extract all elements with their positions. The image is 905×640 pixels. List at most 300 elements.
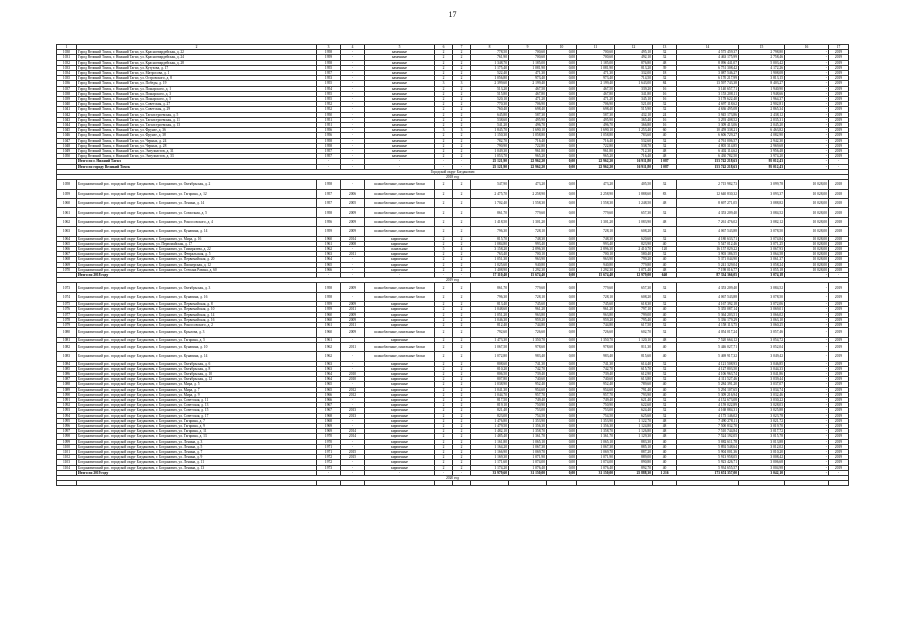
table-cell: кирпичные [365,403,435,408]
table-cell: 700,60 [509,55,547,60]
table-cell: 1040 [57,102,77,107]
table-cell: 153 742 218,63 [677,159,739,164]
table-cell: 792,60 [471,328,509,337]
table-cell: 5 309 216,94 [677,392,739,397]
table-cell: 2 035,31 [739,117,785,122]
table-cell: 2 [435,444,453,449]
table-cell: 496,70 [577,123,615,128]
table-cell: 1 169,30 [471,455,509,460]
table-cell: 823,90 [615,241,653,246]
table-cell: 2011 [341,323,365,328]
table-cell: 2 [453,328,471,337]
table-cell: 31 150,00 [577,470,615,475]
table-cell: кирпичные [365,382,435,387]
column-number: 17 [829,45,849,50]
group-heading: Городской округ Богданович [57,169,849,174]
table-cell: 48 [653,424,677,429]
table-cell: 4 180 633,71 [677,236,739,241]
table-cell: Богдановичский рос. городской округ Богданович, г. Богданович, ул. Ленина, д. 7 [77,450,317,455]
table-cell: 3 178 622,40 [677,97,739,102]
table-cell: 1104 [57,465,77,470]
table-cell: 1 356,30 [577,424,615,429]
table-cell: 2 [453,450,471,455]
table-cell: - [785,450,829,455]
table-cell: 7 261 476,02 [677,217,739,226]
table-cell: 2019 [829,149,849,154]
table-cell: 95 012,43 [739,159,785,164]
table-cell: 961,20 [577,307,615,312]
table-cell: - [435,159,453,164]
table-cell: 3 082,12 [739,217,785,226]
table-cell: 32 [653,180,677,189]
table-cell: 2 [453,199,471,208]
table-cell: 0,00 [547,154,577,159]
table-cell: 32 [653,292,677,301]
table-cell: 32 [653,252,677,257]
table-cell: 10 028,00 [785,257,829,262]
table-cell: 2 [435,55,453,60]
table-cell: 40 [653,312,677,317]
column-number: 9 [509,45,547,50]
table-cell: 345,10 [615,97,653,102]
table-cell: - [785,418,829,423]
table-cell: 17 110,40 [471,273,509,278]
table-cell: Город Великий Томск, г. Нижний Тагил, ул. Победы, д. 19 [77,81,317,86]
table-cell: 2 [435,337,453,342]
table-cell: 1951 [317,117,341,122]
year-heading: 2018 год [57,175,849,180]
table-cell: 3 055,18 [739,267,785,272]
table-cell: 2 [453,102,471,107]
table-cell: 1090 [57,392,77,397]
table-cell: 2 [453,387,471,392]
table-cell: 1 171,60 [471,460,509,465]
table-cell: 1 888,60 [615,189,653,198]
table-cell: 8 096 441,07 [677,60,739,65]
table-cell: Богдановичский рос. городской округ Богданович, г. Богданович, ул. Гагарина, д. 9 [77,424,317,429]
column-number: 3 [317,45,341,50]
table-cell: 2019 [829,398,849,403]
table-cell: 0,00 [547,86,577,91]
table-cell: Город Великий Томск, г. Нижний Тагил, ул. Черных, д. 24 [77,138,317,143]
table-cell: 2019 [829,382,849,387]
table-cell: 954,60 [509,387,547,392]
table-cell: 3 293 408,52 [677,117,739,122]
table-cell: - [341,180,365,189]
table-cell: 1972 [317,455,341,460]
column-number: 8 [471,45,509,50]
table-cell: 1971 [317,450,341,455]
table-cell: 883,30 [615,439,653,444]
table-cell: 2 [435,439,453,444]
table-cell: 467,80 [509,91,547,96]
table-cell: 808,60 [471,361,509,366]
table-cell: - [341,107,365,112]
table-cell: 1961 [317,241,341,246]
table-cell: 1962 [317,352,341,361]
table-cell: 700,60 [509,50,547,55]
table-cell: 722,80 [509,143,547,148]
table-cell: 32 [653,413,677,418]
table-cell: 978,60 [509,342,547,351]
table-cell: - [341,50,365,55]
table-cell: 2019 [829,465,849,470]
table-cell: 0,00 [547,247,577,252]
table-cell: 779,60 [577,208,615,217]
table-cell: 1 049,30 [471,149,509,154]
table-cell: 1970 [317,434,341,439]
table-cell: 4 121 508,93 [677,361,739,366]
table-cell: 1 558,30 [509,199,547,208]
table-cell: - [785,292,829,301]
table-cell: - [341,262,365,267]
table-cell: 1958 [317,50,341,55]
table-cell: 3 074,84 [739,236,785,241]
table-cell: 2 [453,307,471,312]
table-cell: 2019 [829,323,849,328]
table-cell: - [365,164,435,169]
table-cell: каменные [365,60,435,65]
table-cell: 0,00 [547,470,577,475]
table-cell: 4 697 118,62 [677,102,739,107]
table-cell: 815,60 [615,352,653,361]
table-cell: 32 [653,302,677,307]
table-cell: 796,30 [471,227,509,236]
table-cell: Богдановичский рос. городской округ Богданович, г. Богданович, ул. Кунавина, д. 14 [77,227,317,236]
table-cell: 1 081,90 [577,65,615,70]
table-cell: 2011 [341,342,365,351]
table-cell: 0,00 [547,236,577,241]
table-cell: 2 [435,112,453,117]
table-cell: 1097 [57,429,77,434]
table-cell: 1 185,00 [509,60,547,65]
table-cell: 467,50 [509,86,547,91]
table-cell: 2 [453,439,471,444]
table-cell: каменные [365,112,435,117]
table-cell: 892,70 [615,465,653,470]
table-cell: 1 081,90 [509,65,547,70]
table-cell: 2 [453,50,471,55]
table-cell: 2019 [829,337,849,342]
table-cell: 6 402 114,62 [677,149,739,154]
table-cell: - [785,337,829,342]
table-cell: 1 479,50 [471,424,509,429]
table-cell: Город Великий Томск, г. Нижний Тагил, ул. Тагилстроевская, д. 5 [77,112,317,117]
table-cell: - [341,273,365,278]
table-cell: 1 408,90 [471,267,509,272]
table-cell: 2019 [829,154,849,159]
table-cell: 3 030,22 [739,398,785,403]
table-cell: 1034 [57,71,77,76]
table-cell: 1951 [317,123,341,128]
table-cell: 0,00 [547,465,577,470]
table-cell: 16 [653,117,677,122]
column-number: 5 [365,45,435,50]
table-cell: 3 064,58 [739,252,785,257]
table-cell: 0,00 [547,112,577,117]
table-cell: 25 121,90 [471,164,509,169]
table-cell: 1 084,80 [471,241,509,246]
table-cell: - [341,403,365,408]
table-cell: - [785,128,829,133]
table-cell: 3 093,37 [739,189,785,198]
table-cell: 2019 [829,403,849,408]
table-cell: 2019 [829,50,849,55]
column-number: 2 [77,45,317,50]
table-cell: 963,90 [509,257,547,262]
table-cell: 1 129,30 [615,434,653,439]
table-cell: кирпичные [365,387,435,392]
table-cell: 1 044,70 [471,392,509,397]
table-cell: 2 [435,154,453,159]
table-cell: 2 [453,312,471,317]
table-cell: 2019 [829,102,849,107]
table-cell: 3 021,72 [739,418,785,423]
column-number: 11 [577,45,615,50]
table-cell: Город Великий Томск, г. Нижний Тагил, ул. Красногвардейская, д. 22 [77,50,317,55]
table-cell: 1965 [317,382,341,387]
table-cell [677,481,739,486]
table-cell: 2018 [829,267,849,272]
table-cell: 2 [435,283,453,292]
table-cell: 1078 [57,317,77,322]
table-cell: 1031 [57,55,77,60]
table-cell: 3 072,06 [739,302,785,307]
table-cell: 745,60 [577,302,615,307]
table-cell: 779,60 [509,283,547,292]
table-cell: - [829,164,849,169]
table-cell: 1 046,30 [471,317,509,322]
table-cell: 3 088,82 [739,199,785,208]
table-cell: 1961 [317,323,341,328]
table-cell: 32 [653,323,677,328]
table-cell: 3 017,72 [739,429,785,434]
table-cell: 1 358,70 [509,429,547,434]
table-cell: - [341,439,365,444]
table-cell: 0,00 [547,257,577,262]
column-number: 16 [785,45,829,50]
table-cell: 0,00 [547,164,577,169]
table-cell: 2019 [829,328,849,337]
table-cell: 2 [453,123,471,128]
table-cell: 2019 [829,123,849,128]
table-cell: 32 [653,138,677,143]
table-cell: 3 010,20 [739,450,785,455]
table-cell: 2018 [829,180,849,189]
table-cell: 4 353 209,40 [677,283,739,292]
table-cell: - [341,138,365,143]
table-cell: 698,40 [577,107,615,112]
table-cell: - [785,317,829,322]
table-cell: 1958 [317,143,341,148]
table-cell: 4 067 543,88 [677,292,739,301]
table-cell: 2 [453,418,471,423]
table-cell: Богдановичский рос. городской округ Богданович, г. Богданович, ул. Гагарина, д. 7 [77,418,317,423]
table-cell: - [341,128,365,133]
table-cell: 1042 [57,112,77,117]
table-cell: 513,20 [471,86,509,91]
table-cell: 1968 [317,413,341,418]
table-cell: 0,00 [547,439,577,444]
table-cell: - [341,159,365,164]
table-cell: 2 [453,257,471,262]
table-cell: 473,20 [509,180,547,189]
table-cell: 2019 [829,76,849,81]
table-cell: 2 [453,283,471,292]
table-cell: 0,00 [547,208,577,217]
table-cell: 32 [653,398,677,403]
table-cell: 2009 [341,208,365,217]
table-cell: 618,30 [615,302,653,307]
table-cell: 0,00 [547,149,577,154]
table-cell: 2015 [341,450,365,455]
table-cell: 2 902,81 [739,102,785,107]
table-cell: 2009 [341,302,365,307]
table-cell: - [341,91,365,96]
table-cell: 39 [653,65,677,70]
table-cell: 815,70 [471,236,509,241]
table-cell: 2 [435,133,453,138]
table-cell: 2 [453,460,471,465]
table-cell: 0,00 [547,76,577,81]
table-cell: 2 [453,392,471,397]
table-row [57,189,849,198]
table-cell: 1 175,40 [471,65,509,70]
table-cell: 0,00 [547,450,577,455]
table-cell: - [785,107,829,112]
table-cell: 3 067,93 [739,247,785,252]
table-cell: Богдановичский рос. городской округ Богданович, г. Богданович, ул. Гагарина, д. 12 [77,189,317,198]
table-cell: 1 065,10 [577,439,615,444]
table-cell: 778,50 [471,50,509,55]
table-cell: - [341,382,365,387]
table-cell: 1 087 [653,159,677,164]
table-cell: 2 [435,143,453,148]
table-cell: 1085 [57,366,77,371]
table-cell: 1 038,90 [471,382,509,387]
table-cell: Итого по городу Великий Томск [77,164,317,169]
table-cell: Богдановичский рос. городской округ Богданович, г. Богданович, ул. Советская, д. 11 [77,398,317,403]
table-cell: 1962 [317,247,341,252]
table-cell: 0,00 [547,107,577,112]
table-cell: 2018 [829,241,849,246]
table-cell: 1043 [57,117,77,122]
table-cell: 4 054 017,24 [677,328,739,337]
table-cell: шлакоблочные, панельные блоки [365,217,435,226]
table-cell: 495,10 [615,50,653,55]
table-cell: 522,40 [471,71,509,76]
table-cell: 2019 [829,408,849,413]
table-cell: каменные [365,65,435,70]
table-cell: 1044 [57,123,77,128]
table-cell: 961,80 [577,149,615,154]
table-cell: 2 [453,352,471,361]
table-cell: 520,10 [471,97,509,102]
table-cell: 1048 [57,143,77,148]
table-cell: кирпичные [365,439,435,444]
table-cell: 3 019,70 [739,424,785,429]
table-cell: 1035 [57,76,77,81]
table-cell: 15 674,40 [577,273,615,278]
column-number: 6 [435,45,453,50]
table-cell: - [785,434,829,439]
table-cell: 2 [435,460,453,465]
table-cell: 806,50 [471,372,509,377]
table-cell: 885,10 [615,444,653,449]
table-cell: - [785,398,829,403]
table-cell: 365,40 [615,117,653,122]
table-cell: 0,00 [547,71,577,76]
table-cell: 1066 [57,247,77,252]
table-cell: 789,60 [615,382,653,387]
table-cell: 1 058,80 [509,133,547,138]
table-cell: 2 798,80 [739,50,785,55]
table-cell: 0,00 [547,377,577,382]
table-cell: 25 888,30 [615,470,653,475]
table-cell: 706,90 [577,102,615,107]
table-cell: шлакоблочные, панельные блоки [365,283,435,292]
table-cell: 1093 [57,408,77,413]
table-cell: 16 911,80 [615,164,653,169]
table-cell: 2 [453,208,471,217]
table-cell: 1062 [57,217,77,226]
table-cell: - [785,133,829,138]
table-cell: 2010 [341,372,365,377]
table-cell: Город Великий Томск, г. Нижний Тагил, ул. Пожарского, д. 3 [77,91,317,96]
table-cell: 4 [453,247,471,252]
table-cell: 10 028,00 [785,267,829,272]
table-cell: шлакоблочные, панельные блоки [365,199,435,208]
table-cell: 2019 [829,455,849,460]
table-cell: 2019 [829,434,849,439]
table-cell: 0,00 [547,337,577,342]
table-cell: 5 892 548,64 [677,444,739,449]
table-cell: 2012 [341,392,365,397]
table-cell: 728,10 [577,227,615,236]
table-cell: - [785,470,829,475]
table-cell: - [785,65,829,70]
table-cell: 5 355 087,14 [677,307,739,312]
register-sheet [56,44,848,486]
table-cell: - [785,460,829,465]
table-cell: кирпичные [365,267,435,272]
table-cell: 1101 [57,450,77,455]
table-cell: 10 028,00 [785,217,829,226]
table-cell: кирпичные [365,337,435,342]
table-cell: 5 371 044,90 [677,257,739,262]
table-cell: 1 161,80 [471,439,509,444]
table-cell: 48 [653,154,677,159]
table-cell: каменные [365,76,435,81]
table-cell: 1959 [317,55,341,60]
table-cell: - [785,86,829,91]
table-cell: 1 216 [653,470,677,475]
table-cell: 761,90 [471,55,509,60]
table-cell: 40 [653,460,677,465]
table-cell: 2 [435,455,453,460]
table-cell: 1957 [317,189,341,198]
table-cell: 1 361,70 [577,434,615,439]
table-cell: 2 [435,107,453,112]
table-cell: 3 058,24 [739,262,785,267]
table-cell: 48 [653,429,677,434]
table-cell: 753,00 [577,408,615,413]
table-cell: 1971 [317,444,341,449]
table-cell: 3 037,07 [739,382,785,387]
table-cell: 2 [453,227,471,236]
table-cell: 1068 [57,257,77,262]
table-cell: 32 [653,227,677,236]
